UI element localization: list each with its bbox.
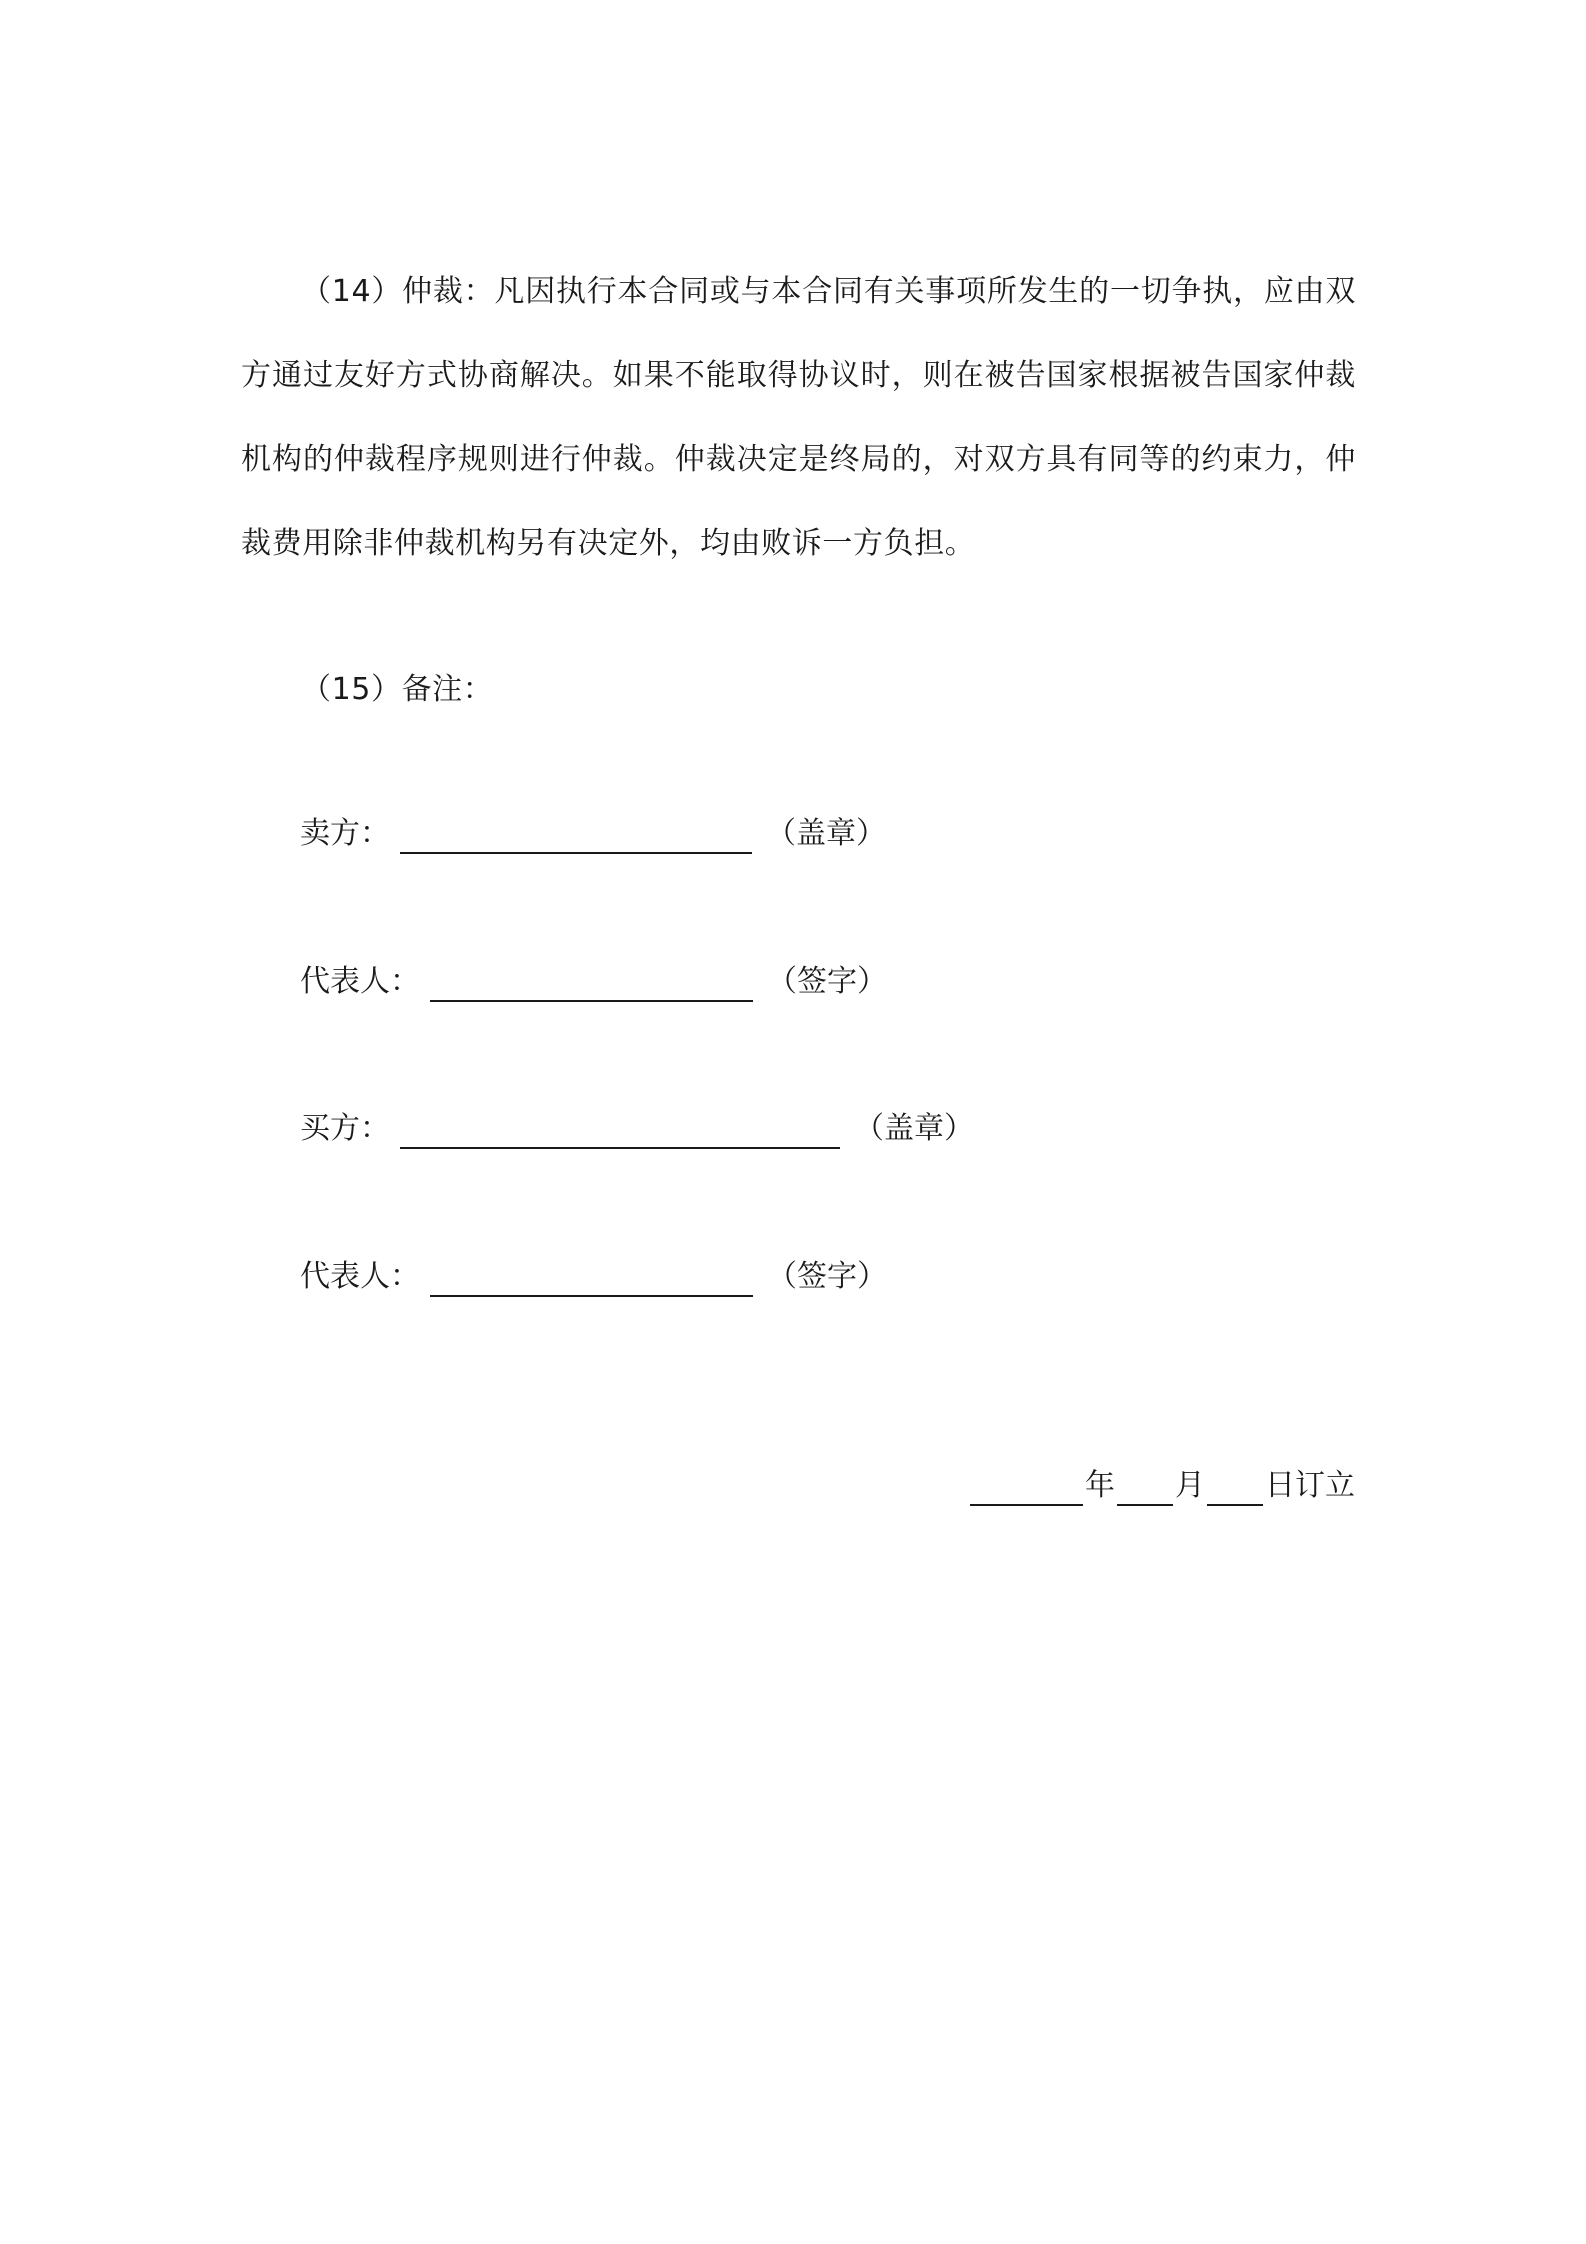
month-blank-line: [1117, 1464, 1173, 1506]
seller-signature-row: [300, 810, 886, 858]
year-label: 年: [1085, 1468, 1115, 1503]
buyer-representative-row: [300, 1253, 887, 1301]
buyer-rep-sign-note: （签字）: [767, 1259, 887, 1294]
seller-label: 卖方：: [300, 816, 390, 851]
signing-date-line: [968, 1462, 1355, 1510]
day-blank-line: [1207, 1464, 1263, 1506]
buyer-rep-label: 代表人：: [300, 1259, 420, 1294]
seller-representative-row: [300, 958, 887, 1006]
buyer-signature-row: [300, 1105, 974, 1153]
month-label: 月: [1175, 1468, 1205, 1503]
seller-blank-line: [400, 812, 752, 854]
day-label: 日订立: [1265, 1468, 1355, 1503]
clause-arbitration: （14）仲裁：凡因执行本合同或与本合同有关事项所发生的一切争执，应由双方通过友好方式协商解决。如果不能取得协议时，则在被告国家根据被告国家仲裁机构的仲裁程序规则进行仲裁。仲裁决定是终局的，对双方具有同等的约束力，仲裁费用除非仲裁机构另有决定外，均由败诉一方负担。: [241, 274, 1356, 561]
year-blank-line: [970, 1464, 1083, 1506]
buyer-label: 买方：: [300, 1111, 390, 1146]
seller-rep-blank-line: [430, 960, 753, 1002]
seller-rep-label: 代表人：: [300, 964, 420, 999]
seller-seal-note: （盖章）: [766, 816, 886, 851]
seller-rep-sign-note: （签字）: [767, 964, 887, 999]
buyer-seal-note: （盖章）: [854, 1111, 974, 1146]
buyer-blank-line: [400, 1107, 840, 1149]
clause-remarks: （15）备注：: [301, 672, 494, 707]
buyer-rep-blank-line: [430, 1255, 753, 1297]
